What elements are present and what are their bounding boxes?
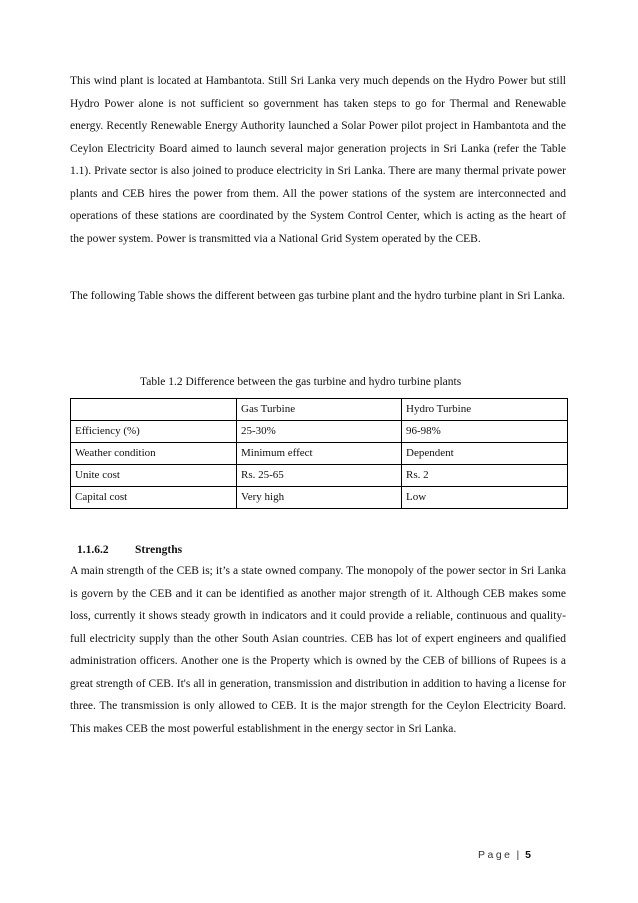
page-footer bbox=[478, 849, 531, 861]
table-cell: Very high bbox=[237, 487, 402, 509]
table-cell: Rs. 25-65 bbox=[237, 465, 402, 487]
footer-separator: | bbox=[516, 849, 520, 861]
table-row bbox=[71, 487, 568, 509]
table-cell: Efficiency (%) bbox=[71, 421, 237, 443]
paragraph-power-sector: This wind plant is located at Hambantota. Still Sri Lanka very much depends on the Hydro Power but still Hydro Power alone is not sufficient so government has taken steps to go for Thermal and Renewable energy. Recently Renewable Energy Authority launched a Solar Power pilot project in Hambantota and the Ceylon Electricity Board aimed to launch several major generation projects in Sri Lanka (refer the Table 1.1). Private sector is also joined to produce electricity in Sri Lanka. There are many thermal private power plants and CEB hires the power from them. All the power stations of the system are interconnected and operations of these stations are coordinated by the System Control Center, which is acting as the heart of the power system. Power is transmitted via a National Grid System operated by the CEB. bbox=[70, 75, 566, 245]
table-row bbox=[71, 421, 568, 443]
paragraph-strengths: A main strength of the CEB is; it’s a state owned company. The monopoly of the power sector in Sri Lanka is govern by the CEB and it can be identified as another major strength of it. Although CEB makes some loss, currently it shows steady growth in indicators and it could provide a reliable, continuous and quality-full electricity supply than the other South Asian countries. CEB has lot of expert engineers and qualified administration officers. Another one is the Property which is owned by the CEB of billions of Rupees is a great strength of CEB. It's all in generation, transmission and distribution in addition to having a license for three. The transmission is only allowed to CEB. It is the major strength for the Ceylon Electricity Board. This makes CEB the most powerful establishment in the energy sector in Sri Lanka. bbox=[70, 565, 566, 735]
table-cell: Dependent bbox=[402, 443, 568, 465]
paragraph-table-intro: The following Table shows the different between gas turbine plant and the hydro turbine plant in Sri Lanka. bbox=[70, 290, 566, 302]
table-cell: Weather condition bbox=[71, 443, 237, 465]
section-number: 1.1.6.2 bbox=[77, 544, 109, 556]
table-cell: 96-98% bbox=[402, 421, 568, 443]
table-caption: Table 1.2 Difference between the gas turbine and hydro turbine plants bbox=[140, 376, 462, 388]
table-row bbox=[71, 465, 568, 487]
page-label: Page bbox=[478, 849, 513, 861]
table-row bbox=[71, 443, 568, 465]
page-number: 5 bbox=[525, 849, 531, 861]
table-cell: Low bbox=[402, 487, 568, 509]
table-header-cell: Hydro Turbine bbox=[402, 399, 568, 421]
comparison-table bbox=[70, 398, 568, 509]
section-title: Strengths bbox=[135, 544, 183, 556]
table-cell: Rs. 2 bbox=[402, 465, 568, 487]
table-cell: Capital cost bbox=[71, 487, 237, 509]
section-heading bbox=[77, 541, 182, 559]
table-header-cell: Gas Turbine bbox=[237, 399, 402, 421]
table-cell: Unite cost bbox=[71, 465, 237, 487]
table-header-row bbox=[71, 399, 568, 421]
table-header-cell bbox=[71, 399, 237, 421]
table-cell: 25-30% bbox=[237, 421, 402, 443]
table-cell: Minimum effect bbox=[237, 443, 402, 465]
